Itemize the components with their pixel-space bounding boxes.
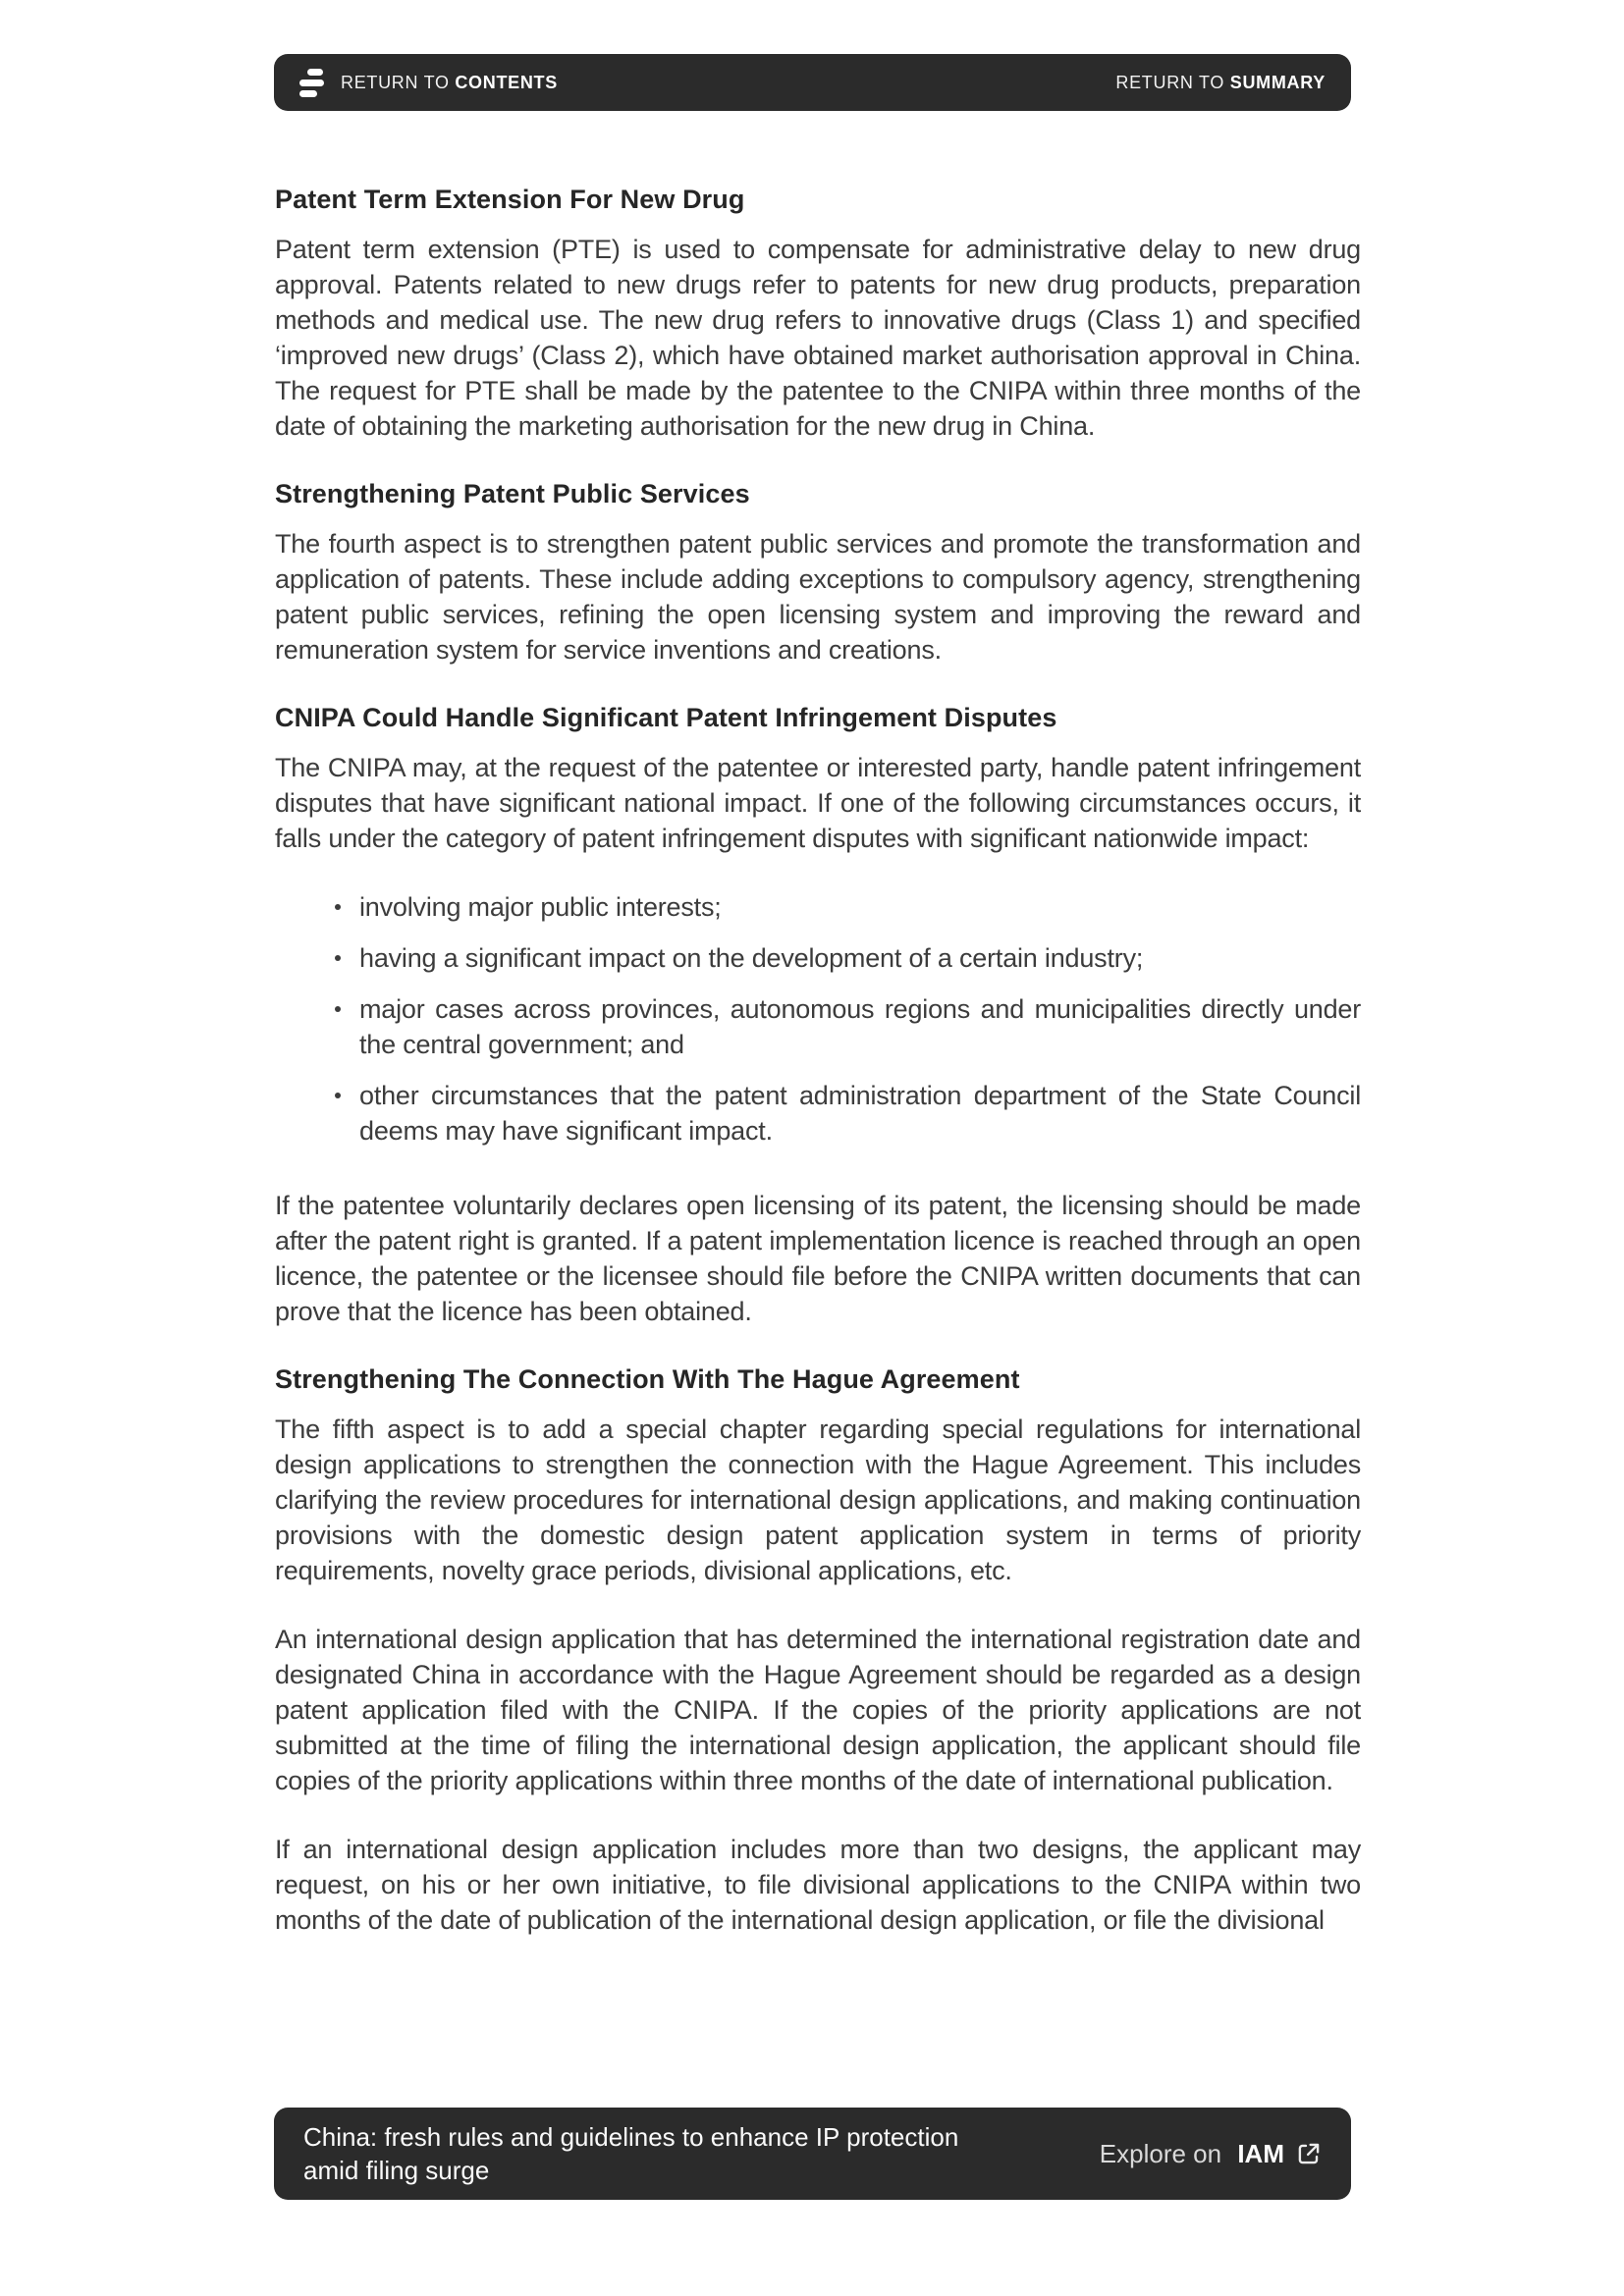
paragraph-hague-3: If an international design application includes more than two designs, the applicant may request, on his or her own initiative, to file divisional applications to the CNIPA within two months of the date of publication of the international design application, or file the divisional xyxy=(275,1835,1361,1935)
explore-on-iam-link[interactable] xyxy=(1100,2139,1322,2169)
return-to-summary-label: RETURN TO SUMMARY xyxy=(1115,72,1326,92)
return-to-contents-label: RETURN TO CONTENTS xyxy=(341,72,558,92)
paragraph-hague-2: An international design application that has determined the international registration date and designated China in accordance with the Hague Agreement should be regarded as a design patent application filed with the CNIPA. If the copies of the priority applications are not submitted at the time of filing the international design application, the applicant should file copies of the priority applications within three months of the date of international publication. xyxy=(275,1625,1361,1795)
paragraph-cnipa-disputes-intro: The CNIPA may, at the request of the patentee or interested party, handle patent infringement disputes that have significant national impact. If one of the following circumstances occurs, it falls under the category of patent infringement disputes with significant nationwide impact: xyxy=(275,753,1361,853)
section-heading-hague: Strengthening The Connection With The Hague Agreement xyxy=(275,1364,1020,1394)
article-title-line-2: amid filing surge xyxy=(303,2156,490,2185)
bullet-item: major cases across provinces, autonomous regions and municipalities directly under the central government; and xyxy=(275,991,1361,1062)
bullet-item: involving major public interests; xyxy=(275,889,1361,925)
paragraph-pte: Patent term extension (PTE) is used to compensate for administrative delay to new drug approval. Patents related to new drugs refer to patents for new drug products, preparation methods and medical use. The new drug refers to innovative drugs (Class 1) and specified ‘improved new drugs’ (Class 2), which have obtained market authorisation approval in China. The request for PTE shall be made by the patentee to the CNIPA within three months of the date of obtaining the marketing authorisation for the new drug in China. xyxy=(275,235,1361,441)
bullet-item: having a significant impact on the development of a certain industry; xyxy=(275,940,1361,976)
article-title-line-1: China: fresh rules and guidelines to enhance IP protection xyxy=(303,2122,959,2152)
paragraph-hague-1: The fifth aspect is to add a special chapter regarding special regulations for international design applications to strengthen the connection with the Hague Agreement. This includes clarifying the review procedures for international design applications, and making continuation provisions with the domestic design patent application system in terms of priority requirements, novelty grace periods, divisional applications, etc. xyxy=(275,1415,1361,1585)
return-to-summary-link[interactable] xyxy=(1115,73,1326,93)
section-heading-pte: Patent Term Extension For New Drug xyxy=(275,185,745,214)
explore-on-label: Explore on xyxy=(1099,2138,1229,2168)
bullet-list xyxy=(275,889,1361,1148)
bullet-item: other circumstances that the patent administration department of the State Council deems may have significant impact. xyxy=(275,1078,1361,1148)
return-to-contents-link[interactable] xyxy=(299,69,558,97)
paragraph-public-services: The fourth aspect is to strengthen patent public services and promote the transformation and application of patents. These include adding exceptions to compulsory agency, strengthening patent public services, refining the open licensing system and improving the reward and remuneration system for service inventions and creations. xyxy=(275,529,1361,665)
paragraph-open-licensing: If the patentee voluntarily declares open licensing of its patent, the licensing should be made after the patent right is granted. If a patent implementation licence is reached through an open licence, the patentee or the licensee should file before the CNIPA written documents that can prove that the licence has been obtained. xyxy=(275,1191,1361,1326)
article-body xyxy=(275,183,1361,1971)
top-navigation-bar xyxy=(274,54,1351,111)
external-link-icon xyxy=(1296,2141,1322,2166)
section-heading-cnipa-disputes: CNIPA Could Handle Significant Patent Infringement Disputes xyxy=(275,703,1057,732)
iam-brand-label: IAM xyxy=(1237,2138,1284,2168)
contents-list-icon xyxy=(299,69,326,97)
article-title xyxy=(303,2120,958,2187)
article-footer-bar xyxy=(274,2108,1351,2200)
section-heading-public-services: Strengthening Patent Public Services xyxy=(275,479,750,508)
